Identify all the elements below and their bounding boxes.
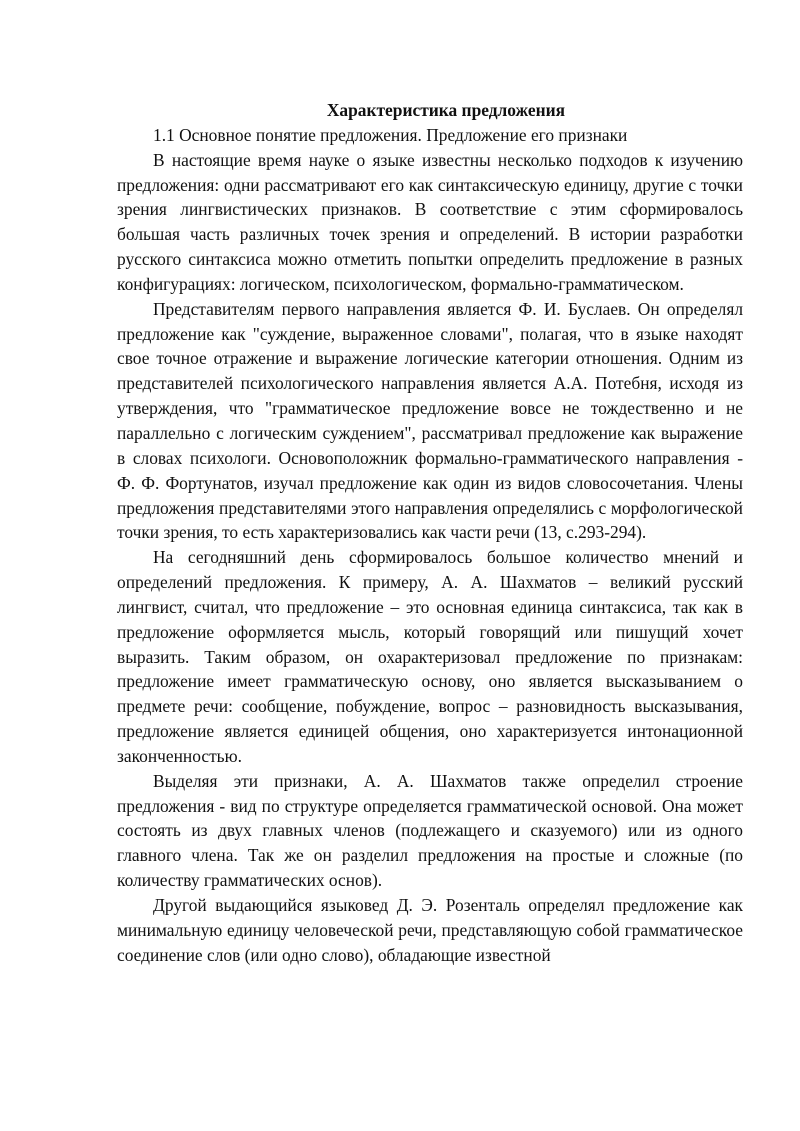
paragraph-rosenthal: Другой выдающийся языковед Д. Э. Розенталь определял предложение как минимальную единицу человеческой речи, представляющую собой грамматическое соединение слов (или одно слово), обладающие известной [117, 895, 743, 965]
paragraph-directions: Представителям первого направления является Ф. И. Буслаев. Он определял предложение как "суждение, выраженное словами", полагая, что в языке находят свое точное отражение и выражение логические категории отношения. Одним из представителей психологического направления является А.А. Потебня, исходя из утверждения, что "грамматическое предложение вовсе не тождественно и не параллельно с логическим суждением", рассматривал предложение как выражение в словах психологи. Основоположник формально-грамматического направления - Ф. Ф. Фортунатов, изучал предложение как один из видов словосочетания. Члены предложения представителями этого направления определялись с морфологической точки зрения, то есть характеризовались как части речи (13, с.293-294). [117, 298, 743, 543]
section-heading: 1.1 Основное понятие предложения. Предложение его признаки [153, 124, 628, 145]
paragraph-approaches: В настоящие время науке о языке известны несколько подходов к изучению предложения: одни рассматривают его как синтаксическую единицу, другие с точки зрения лингвистических признаков. В соответствие с этим сформировалось большая часть различных точек зрения и определений. В истории разработки русского синтаксиса можно отметить попытки определить предложение в разных конфигурациях: логическом, психологическом, формально-грамматическом. [117, 149, 743, 294]
paragraph-structure: Выделяя эти признаки, А. А. Шахматов также определил строение предложения - вид по структуре определяется грамматической основой. Она может состоять из двух главных членов (подлежащего и сказуемого) или из одного главного члена. Так же он разделил предложения на простые и сложные (по количеству грамматических основ). [117, 770, 743, 891]
paragraph-shakhmatov: На сегодняшний день сформировалось большое количество мнений и определений предложения. К примеру, А. А. Шахматов – великий русский лингвист, считал, что предложение – это основная единица синтаксиса, так как в предложение оформляется мысль, который говорящий или пишущий хочет выразить. Таким образом, он охарактеризовал предложение по признакам: предложение имеет грамматическую основу, оно является высказыванием о предмете речи: сообщение, побуждение, вопрос – разновидность высказывания, предложение является единицей общения, оно характеризуется интонационной законченностью. [117, 547, 743, 766]
document-title: Характеристика предложения [326, 100, 566, 120]
document-page [117, 98, 743, 968]
